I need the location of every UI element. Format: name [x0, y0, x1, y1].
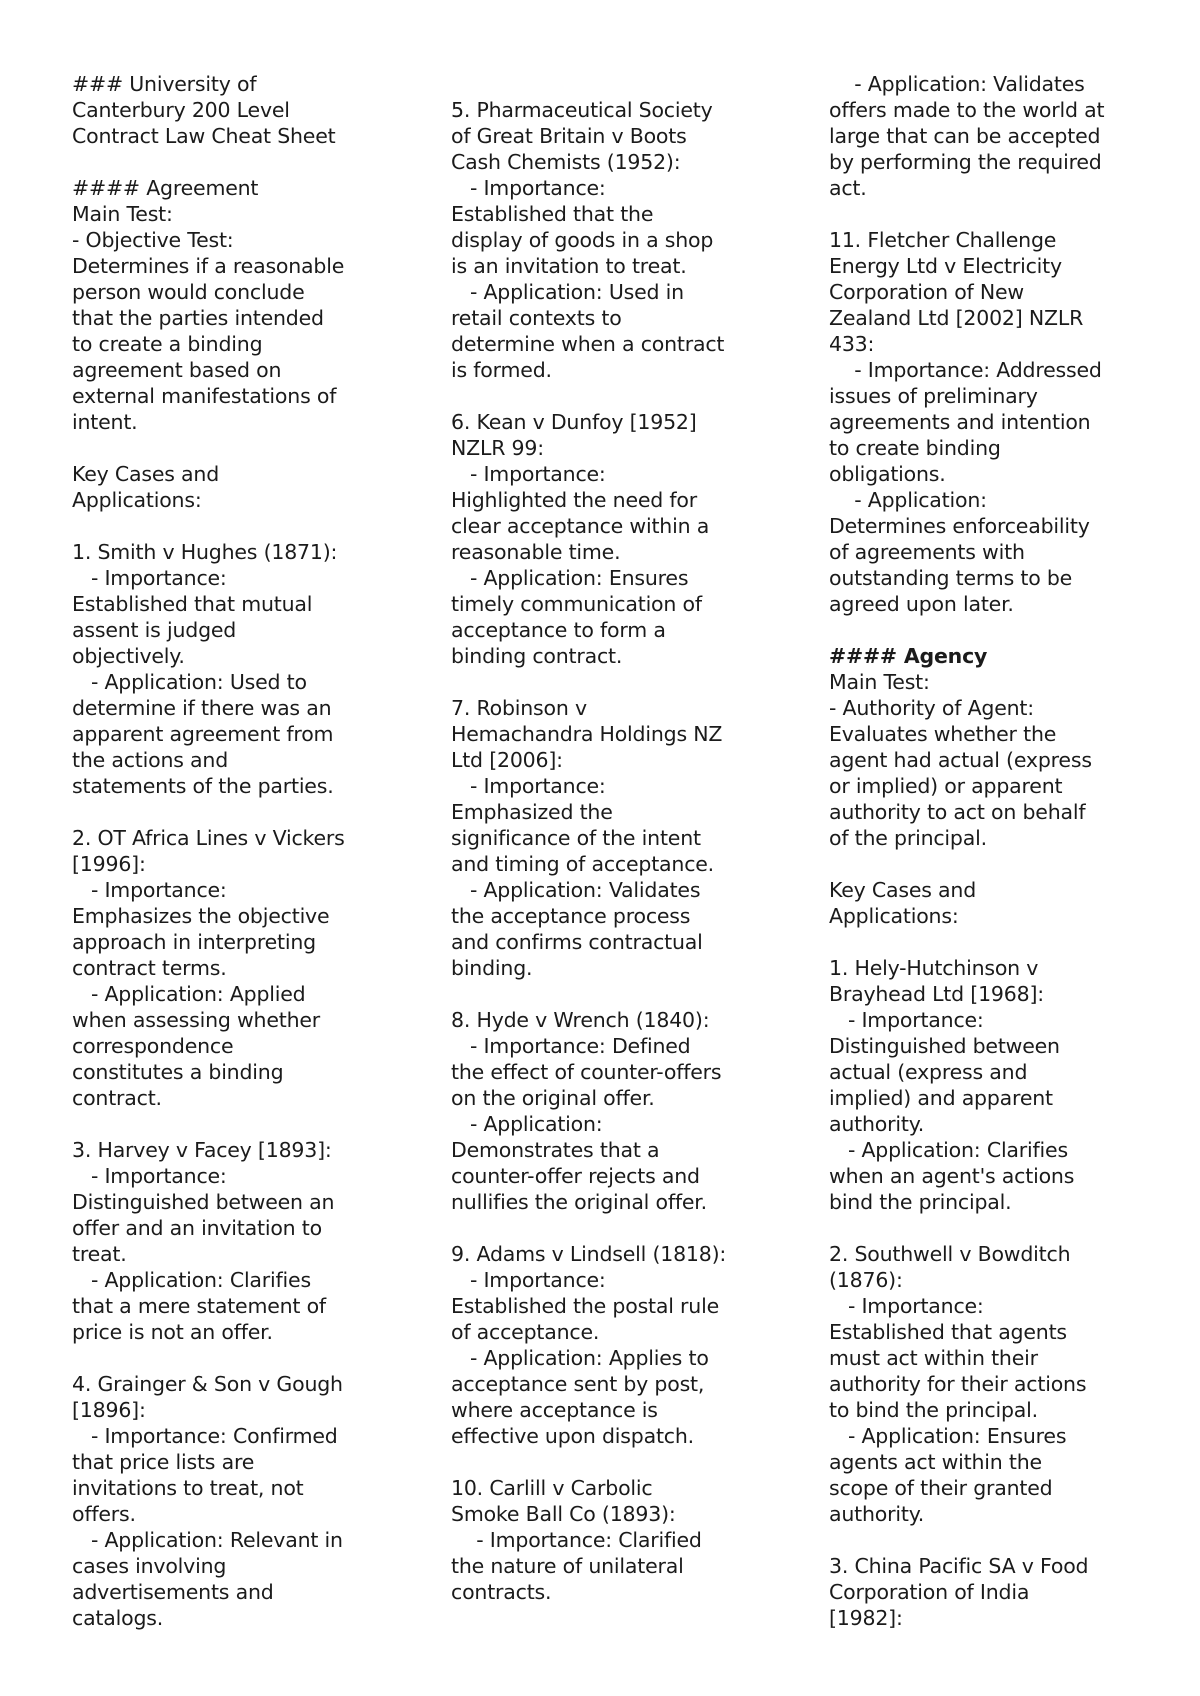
text-line: price is not an offer.: [72, 1320, 273, 1344]
text-line: 1. Smith v Hughes (1871):: [72, 540, 338, 564]
text-line: Cash Chemists (1952):: [451, 150, 681, 174]
text-line: Brayhead Ltd [1968]:: [829, 982, 1044, 1006]
text-line: - Application: Applied: [72, 982, 306, 1006]
text-line: binding contract.: [451, 644, 623, 668]
text-line: scope of their granted: [829, 1476, 1053, 1500]
text-line: 433:: [829, 332, 875, 356]
text-line: objectively.: [72, 644, 185, 668]
blank-line: [451, 1215, 769, 1241]
text-line: offers.: [72, 1502, 136, 1526]
text-line: treat.: [72, 1242, 127, 1266]
text-line: - Importance: Addressed: [829, 358, 1102, 382]
text-line: large that can be accepted: [829, 124, 1101, 148]
text-line: Established that agents: [829, 1320, 1067, 1344]
text-line: reasonable time.: [451, 540, 621, 564]
text-line: Demonstrates that a: [451, 1138, 660, 1162]
column-left: [72, 71, 392, 1631]
text-line: by performing the required: [829, 150, 1102, 174]
text-line: authority.: [829, 1112, 925, 1136]
text-line: obligations.: [829, 462, 946, 486]
text-line: Smoke Ball Co (1893):: [451, 1502, 676, 1526]
text-line: 1. Hely-Hutchinson v: [829, 956, 1039, 980]
blank-line: [451, 669, 769, 695]
text-line: Distinguished between an: [72, 1190, 335, 1214]
text-line: - Importance: Clarified: [451, 1528, 702, 1552]
text-line: on the original offer.: [451, 1086, 655, 1110]
text-line: Determines if a reasonable: [72, 254, 345, 278]
text-line: 3. Harvey v Facey [1893]:: [72, 1138, 332, 1162]
text-line: authority for their actions: [829, 1372, 1087, 1396]
text-line: cases involving: [72, 1554, 227, 1578]
text-line: Established that the: [451, 202, 654, 226]
text-line: 6. Kean v Dunfoy [1952]: [451, 410, 697, 434]
text-line: Applications:: [72, 488, 202, 512]
text-line: - Application: Clarifies: [829, 1138, 1068, 1162]
text-line: person would conclude: [72, 280, 305, 304]
text-line: offers made to the world at: [829, 98, 1105, 122]
text-line: when an agent's actions: [829, 1164, 1075, 1188]
text-line: 4. Grainger & Son v Gough: [72, 1372, 343, 1396]
text-line: when assessing whether: [72, 1008, 321, 1032]
text-line: display of goods in a shop: [451, 228, 714, 252]
text-line: or implied) or apparent: [829, 774, 1063, 798]
blank-line: [451, 383, 769, 409]
text-line: - Application: Ensures: [829, 1424, 1067, 1448]
text-line: [1996]:: [72, 852, 146, 876]
text-line: Hemachandra Holdings NZ: [451, 722, 723, 746]
text-line: acceptance sent by post,: [451, 1372, 705, 1396]
text-line: clear acceptance within a: [451, 514, 710, 538]
text-line: to bind the principal.: [829, 1398, 1038, 1422]
text-line: - Importance:: [72, 878, 227, 902]
text-line: where acceptance is: [451, 1398, 658, 1422]
text-line: 3. China Pacific SA v Food: [829, 1554, 1089, 1578]
blank-line: [72, 1111, 392, 1137]
blank-line: [829, 617, 1149, 643]
text-line: Main Test:: [72, 202, 173, 226]
text-line: retail contexts to: [451, 306, 622, 330]
text-line: Zealand Ltd [2002] NZLR: [829, 306, 1084, 330]
text-line: is an invitation to treat.: [451, 254, 687, 278]
text-line: constitutes a binding: [72, 1060, 284, 1084]
text-line: 10. Carlill v Carbolic: [451, 1476, 653, 1500]
text-line: approach in interpreting: [72, 930, 316, 954]
text-line: - Importance:: [451, 774, 606, 798]
blank-line: [451, 981, 769, 1007]
blank-line: [829, 1215, 1149, 1241]
text-line: agreements and intention: [829, 410, 1091, 434]
text-line: - Importance: Defined: [451, 1034, 691, 1058]
text-line: significance of the intent: [451, 826, 701, 850]
text-line: contracts.: [451, 1580, 552, 1604]
text-line: - Application: Applies to: [451, 1346, 709, 1370]
text-line: of acceptance.: [451, 1320, 600, 1344]
blank-line: [829, 851, 1149, 877]
text-line: act.: [829, 176, 867, 200]
text-line: and confirms contractual: [451, 930, 703, 954]
text-line: external manifestations of: [72, 384, 337, 408]
text-line: 5. Pharmaceutical Society: [451, 98, 713, 122]
text-line: 2. OT Africa Lines v Vickers: [72, 826, 345, 850]
text-line: [1896]:: [72, 1398, 146, 1422]
text-line: Highlighted the need for: [451, 488, 697, 512]
text-line: offer and an invitation to: [72, 1216, 322, 1240]
text-line: 8. Hyde v Wrench (1840):: [451, 1008, 710, 1032]
text-line: NZLR 99:: [451, 436, 544, 460]
text-line: catalogs.: [72, 1606, 164, 1630]
text-line: correspondence: [72, 1034, 234, 1058]
text-line: Determines enforceability: [829, 514, 1090, 538]
text-line: authority.: [829, 1502, 925, 1526]
text-line: 9. Adams v Lindsell (1818):: [451, 1242, 727, 1266]
text-line: that price lists are: [72, 1450, 255, 1474]
blank-line: [451, 1449, 769, 1475]
text-line: Ltd [2006]:: [451, 748, 563, 772]
text-line: implied) and apparent: [829, 1086, 1053, 1110]
text-line: - Application: Clarifies: [72, 1268, 311, 1292]
text-line: - Application:: [829, 488, 987, 512]
text-line: timely communication of: [451, 592, 702, 616]
text-line: contract terms.: [72, 956, 227, 980]
text-line: - Application:: [451, 1112, 603, 1136]
text-line: contract.: [72, 1086, 162, 1110]
text-line: outstanding terms to be: [829, 566, 1073, 590]
text-line: invitations to treat, not: [72, 1476, 304, 1500]
text-line: apparent agreement from: [72, 722, 334, 746]
text-line: the effect of counter-offers: [451, 1060, 722, 1084]
text-line: effective upon dispatch.: [451, 1424, 694, 1448]
text-line: to create binding: [829, 436, 1001, 460]
text-line: - Authority of Agent:: [829, 696, 1034, 720]
text-line: - Application: Ensures: [451, 566, 689, 590]
column-middle: [451, 71, 769, 1605]
text-line: bind the principal.: [829, 1190, 1012, 1214]
column-right: [829, 71, 1149, 1631]
text-line: agreed upon later.: [829, 592, 1014, 616]
blank-line: [72, 1345, 392, 1371]
text-line: Energy Ltd v Electricity: [829, 254, 1062, 278]
text-line: intent.: [72, 410, 138, 434]
text-line: is formed.: [451, 358, 552, 382]
text-line: Established that mutual: [72, 592, 313, 616]
text-line: 7. Robinson v: [451, 696, 587, 720]
text-line: of Great Britain v Boots: [451, 124, 687, 148]
text-line: authority to act on behalf: [829, 800, 1086, 824]
blank-line: [72, 513, 392, 539]
text-line: - Application: Used in: [451, 280, 684, 304]
text-line: Distinguished between: [829, 1034, 1060, 1058]
text-line: acceptance to form a: [451, 618, 666, 642]
text-line: assent is judged: [72, 618, 237, 642]
text-line: - Importance: Confirmed: [72, 1424, 338, 1448]
text-line: - Application: Used to: [72, 670, 307, 694]
text-line: - Importance:: [829, 1294, 984, 1318]
text-line: Key Cases and: [829, 878, 977, 902]
text-line: Applications:: [829, 904, 959, 928]
text-line: ### University of: [72, 72, 257, 96]
text-line: must act within their: [829, 1346, 1038, 1370]
text-line: of agreements with: [829, 540, 1025, 564]
blank-line: [829, 929, 1149, 955]
text-line: - Application: Relevant in: [72, 1528, 343, 1552]
text-line: and timing of acceptance.: [451, 852, 715, 876]
text-line: - Importance:: [72, 1164, 227, 1188]
text-line: to create a binding: [72, 332, 263, 356]
text-line: 11. Fletcher Challenge: [829, 228, 1057, 252]
text-line: that a mere statement of: [72, 1294, 326, 1318]
text-line: Main Test:: [829, 670, 930, 694]
text-line: that the parties intended: [72, 306, 324, 330]
text-line: - Objective Test:: [72, 228, 234, 252]
text-line: binding.: [451, 956, 533, 980]
text-line: the nature of unilateral: [451, 1554, 684, 1578]
text-line: the acceptance process: [451, 904, 691, 928]
text-line: issues of preliminary: [829, 384, 1038, 408]
text-line: determine if there was an: [72, 696, 332, 720]
text-line: - Importance:: [829, 1008, 984, 1032]
blank-line: [72, 149, 392, 175]
text-line: - Importance:: [451, 176, 606, 200]
text-line: Key Cases and: [72, 462, 220, 486]
blank-line: [72, 435, 392, 461]
text-line: Canterbury 200 Level: [72, 98, 290, 122]
text-line: Corporation of India: [829, 1580, 1030, 1604]
text-line: - Application: Validates: [829, 72, 1085, 96]
text-line: statements of the parties.: [72, 774, 334, 798]
text-line: - Application: Validates: [451, 878, 701, 902]
text-line: - Importance:: [72, 566, 227, 590]
text-line: 2. Southwell v Bowditch: [829, 1242, 1071, 1266]
text-line: - Importance:: [451, 1268, 606, 1292]
text-line: nullifies the original offer.: [451, 1190, 707, 1214]
text-line: Evaluates whether the: [829, 722, 1057, 746]
text-line: Emphasized the: [451, 800, 613, 824]
text-line: the actions and: [72, 748, 229, 772]
text-line: agreement based on: [72, 358, 282, 382]
text-line: actual (express and: [829, 1060, 1028, 1084]
text-line: determine when a contract: [451, 332, 725, 356]
blank-line: [72, 799, 392, 825]
text-line: (1876):: [829, 1268, 903, 1292]
text-line: of the principal.: [829, 826, 987, 850]
text-line: Established the postal rule: [451, 1294, 719, 1318]
text-line: Contract Law Cheat Sheet: [72, 124, 336, 148]
text-line: agents act within the: [829, 1450, 1042, 1474]
text-line: advertisements and: [72, 1580, 274, 1604]
text-line: counter-offer rejects and: [451, 1164, 700, 1188]
text-line: #### Agreement: [72, 176, 259, 200]
text-line: [1982]:: [829, 1606, 903, 1630]
text-line: - Importance:: [451, 462, 606, 486]
blank-line: [829, 1527, 1149, 1553]
text-line: agent had actual (express: [829, 748, 1092, 772]
text-line: Emphasizes the objective: [72, 904, 330, 928]
text-line: #### Agency: [829, 644, 988, 668]
blank-line: [451, 71, 769, 97]
blank-line: [829, 201, 1149, 227]
text-line: Corporation of New: [829, 280, 1025, 304]
